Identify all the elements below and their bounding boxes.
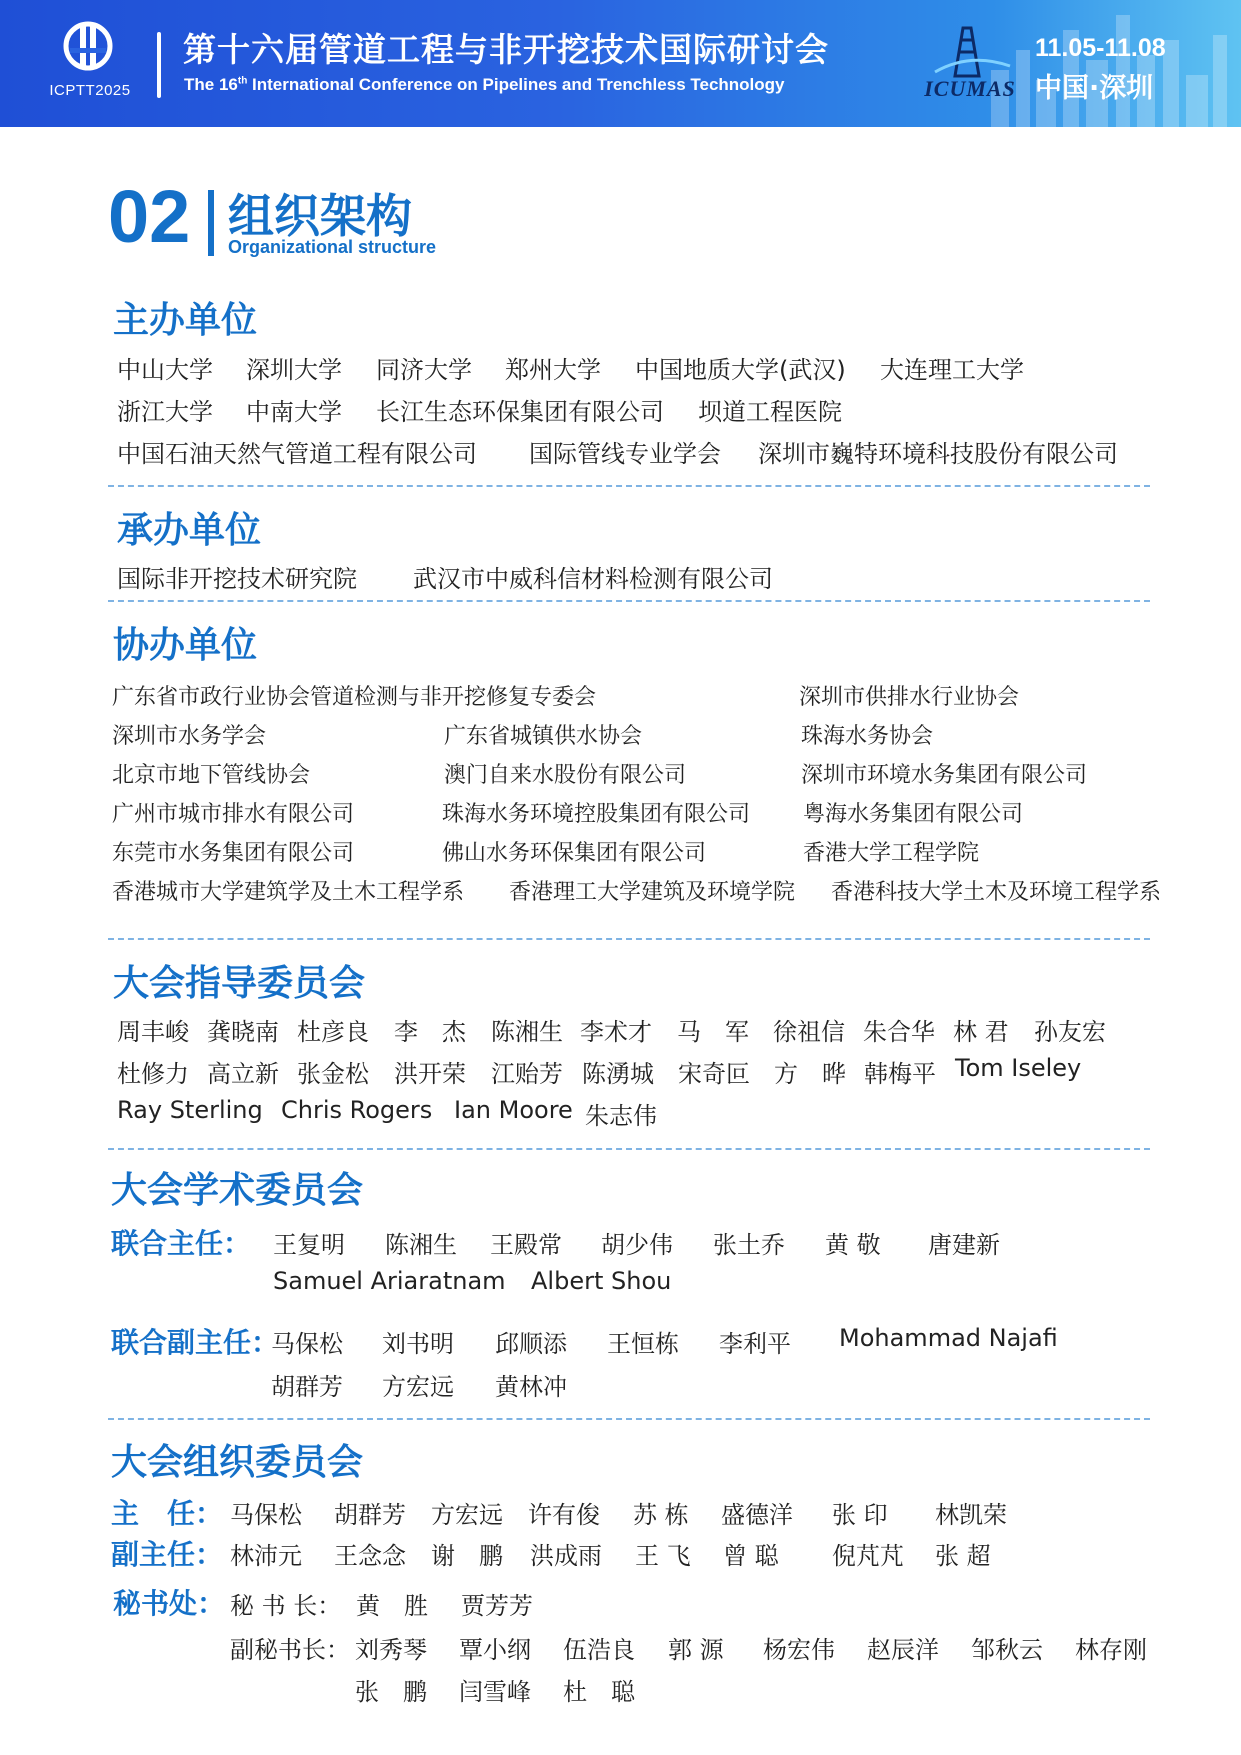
member-name: 刘秀琴	[355, 1636, 427, 1664]
icptt-logo-icon	[60, 18, 116, 74]
member-name: 方宏远	[382, 1373, 454, 1401]
co-organizer-item: 澳门自来水股份有限公司	[444, 763, 687, 788]
member-name: 曾 聪	[723, 1542, 779, 1570]
member-name: 张土乔	[713, 1231, 785, 1259]
member-name: 张 印	[832, 1501, 888, 1529]
member-name: 苏 栋	[633, 1501, 689, 1529]
header-banner	[0, 0, 1241, 127]
member-name: 杜修力	[117, 1060, 189, 1088]
member-name: 李利平	[719, 1330, 791, 1358]
member-name: 邱顺添	[495, 1330, 567, 1358]
host-item: 郑州大学	[505, 356, 601, 384]
section-divider-line	[108, 1418, 1150, 1420]
member-name: 黄林冲	[495, 1373, 567, 1401]
member-name: 王念念	[334, 1542, 406, 1570]
host-item: 同济大学	[376, 356, 472, 384]
chair-label: 主 任：	[111, 1497, 224, 1530]
organizers-heading: 承办单位	[117, 510, 262, 551]
member-name: 张金松	[297, 1060, 369, 1088]
conference-location: 中国·深圳	[1035, 73, 1154, 104]
member-name: 洪成雨	[530, 1542, 602, 1570]
member-name: Ian Moore	[454, 1096, 573, 1124]
icumas-text: ICUMAS	[924, 76, 1016, 101]
member-name: 黄 胜	[356, 1592, 428, 1620]
member-name: 王殿常	[490, 1231, 562, 1259]
host-item: 中山大学	[117, 356, 213, 384]
member-name: 胡少伟	[601, 1231, 673, 1259]
host-item: 国际管线专业学会	[529, 440, 721, 468]
section-divider-line	[108, 600, 1150, 602]
host-item: 中南大学	[246, 398, 342, 426]
co-organizer-item: 香港科技大学土木及环境工程学系	[831, 880, 1162, 905]
member-name: 林凯荣	[935, 1501, 1007, 1529]
member-name: 张 超	[935, 1542, 991, 1570]
member-name: 韩梅平	[864, 1060, 936, 1088]
host-item: 大连理工大学	[880, 356, 1024, 384]
member-name: 马保松	[230, 1501, 302, 1529]
member-name: 杜 聪	[563, 1678, 635, 1706]
header-divider	[157, 32, 161, 98]
host-item: 坝道工程医院	[698, 398, 842, 426]
co-organizer-item: 珠海水务协会	[801, 724, 934, 749]
host-item: 深圳市巍特环境科技股份有限公司	[758, 440, 1118, 468]
member-name: 方 晔	[774, 1060, 846, 1088]
member-name: 孙友宏	[1034, 1018, 1106, 1046]
member-name: 杨宏伟	[763, 1636, 835, 1664]
co-organizer-item: 香港城市大学建筑学及土木工程学系	[112, 880, 465, 905]
member-name: 贾芳芳	[461, 1592, 533, 1620]
academic-committee-heading: 大会学术委员会	[111, 1170, 364, 1211]
logo-text: ICPTT2025	[49, 82, 131, 99]
icptt-logo	[40, 18, 140, 108]
conference-title-en: The 16th International Conference on Pipelines and Trenchless Technology	[184, 75, 785, 94]
member-name: 倪芃芃	[832, 1542, 904, 1570]
co-organizer-item: 北京市地下管线协会	[112, 763, 311, 788]
member-name: 李 杰	[394, 1018, 466, 1046]
organizing-committee-heading: 大会组织委员会	[111, 1442, 364, 1483]
member-name: 徐祖信	[773, 1018, 845, 1046]
section-title-en: Organizational structure	[228, 237, 437, 257]
member-name: 王 飞	[635, 1542, 691, 1570]
member-name: Tom Iseley	[955, 1054, 1082, 1082]
member-name: 刘书明	[382, 1330, 454, 1358]
member-name: 盛德洋	[721, 1501, 793, 1529]
member-name: 郭 源	[668, 1636, 724, 1664]
member-name: 龚晓南	[207, 1018, 279, 1046]
member-name: 黄 敬	[825, 1231, 881, 1259]
member-name: 覃小纲	[459, 1636, 531, 1664]
icumas-logo	[915, 22, 1025, 102]
member-name: 林 君	[953, 1018, 1009, 1046]
member-name: 马 军	[677, 1018, 749, 1046]
conference-date: 11.05-11.08	[1035, 34, 1166, 62]
member-name: 陈湘生	[491, 1018, 563, 1046]
host-item: 长江生态环保集团有限公司	[376, 398, 664, 426]
member-name: 宋奇叵	[678, 1060, 750, 1088]
deputy-secretary-label: 副秘书长：	[230, 1636, 350, 1664]
member-name: 唐建新	[928, 1231, 1000, 1259]
organizer-item: 国际非开挖技术研究院	[117, 565, 357, 593]
member-name: Chris Rogers	[281, 1096, 433, 1124]
co-organizer-item: 东莞市水务集团有限公司	[112, 841, 355, 866]
host-item: 浙江大学	[117, 398, 213, 426]
secretariat-label: 秘书处：	[113, 1587, 226, 1620]
co-organizer-item: 粤海水务集团有限公司	[803, 802, 1024, 827]
member-name: 陈湘生	[385, 1231, 457, 1259]
member-name: 李术才	[580, 1018, 652, 1046]
co-organizer-item: 广州市城市排水有限公司	[112, 802, 355, 827]
hosts-heading: 主办单位	[113, 300, 258, 341]
host-item: 深圳大学	[246, 356, 342, 384]
section-number: 02	[108, 175, 191, 258]
co-organizer-item: 深圳市供排水行业协会	[799, 685, 1020, 710]
section-divider-line	[108, 1148, 1150, 1150]
member-name: 张 鹏	[355, 1678, 427, 1706]
member-name: 林存刚	[1075, 1636, 1147, 1664]
member-name: 周丰峻	[117, 1018, 189, 1046]
co-chair-label: 联合主任：	[111, 1227, 252, 1260]
secretary-general-label: 秘 书 长：	[230, 1592, 342, 1620]
vice-chair-label: 联合副主任：	[111, 1326, 280, 1359]
member-name: 朱志伟	[585, 1102, 657, 1130]
member-name: 洪开荣	[394, 1060, 466, 1088]
co-organizer-item: 香港大学工程学院	[803, 841, 980, 866]
member-name: 高立新	[207, 1060, 279, 1088]
member-name: 朱合华	[863, 1018, 935, 1046]
member-name: 王复明	[273, 1231, 345, 1259]
member-name: 陈湧城	[582, 1060, 654, 1088]
member-name: Samuel Ariaratnam	[273, 1267, 506, 1295]
host-item: 中国地质大学(武汉)	[635, 356, 846, 384]
member-name: 杜彦良	[297, 1018, 369, 1046]
section-title-cn: 组织架构	[228, 189, 412, 243]
section-divider	[208, 190, 214, 256]
co-organizer-item: 广东省市政行业协会管道检测与非开挖修复专委会	[112, 685, 597, 710]
co-organizer-item: 珠海水务环境控股集团有限公司	[442, 802, 751, 827]
member-name: 邹秋云	[971, 1636, 1043, 1664]
member-name: 林沛元	[230, 1542, 302, 1570]
co-organizer-item: 深圳市水务学会	[112, 724, 267, 749]
member-name: Mohammad Najafi	[839, 1324, 1058, 1352]
member-name: 江贻芳	[491, 1060, 563, 1088]
vice-chair-label: 副主任：	[111, 1538, 224, 1571]
member-name: 许有俊	[528, 1501, 600, 1529]
co-organizer-item: 香港理工大学建筑及环境学院	[509, 880, 796, 905]
co-organizer-item: 深圳市环境水务集团有限公司	[801, 763, 1088, 788]
organizer-item: 武汉市中威科信材料检测有限公司	[413, 565, 773, 593]
conference-title-cn: 第十六届管道工程与非开挖技术国际研讨会	[183, 30, 829, 69]
co-organizer-item: 佛山水务环保集团有限公司	[442, 841, 707, 866]
member-name: 谢 鹏	[431, 1542, 503, 1570]
member-name: 方宏远	[431, 1501, 503, 1529]
section-divider-line	[108, 938, 1150, 940]
member-name: 胡群芳	[334, 1501, 406, 1529]
member-name: 闫雪峰	[459, 1678, 531, 1706]
member-name: 马保松	[271, 1330, 343, 1358]
host-item: 中国石油天然气管道工程有限公司	[117, 440, 477, 468]
icumas-tower-icon	[915, 22, 1025, 78]
member-name: Ray Sterling	[117, 1096, 263, 1124]
member-name: 王恒栋	[607, 1330, 679, 1358]
section-divider-line	[108, 485, 1150, 487]
steering-committee-heading: 大会指导委员会	[113, 963, 366, 1004]
member-name: 赵辰洋	[867, 1636, 939, 1664]
member-name: 伍浩良	[563, 1636, 635, 1664]
co-organizer-item: 广东省城镇供水协会	[444, 724, 643, 749]
member-name: Albert Shou	[531, 1267, 672, 1295]
co-organizers-heading: 协办单位	[113, 625, 258, 666]
member-name: 胡群芳	[271, 1373, 343, 1401]
